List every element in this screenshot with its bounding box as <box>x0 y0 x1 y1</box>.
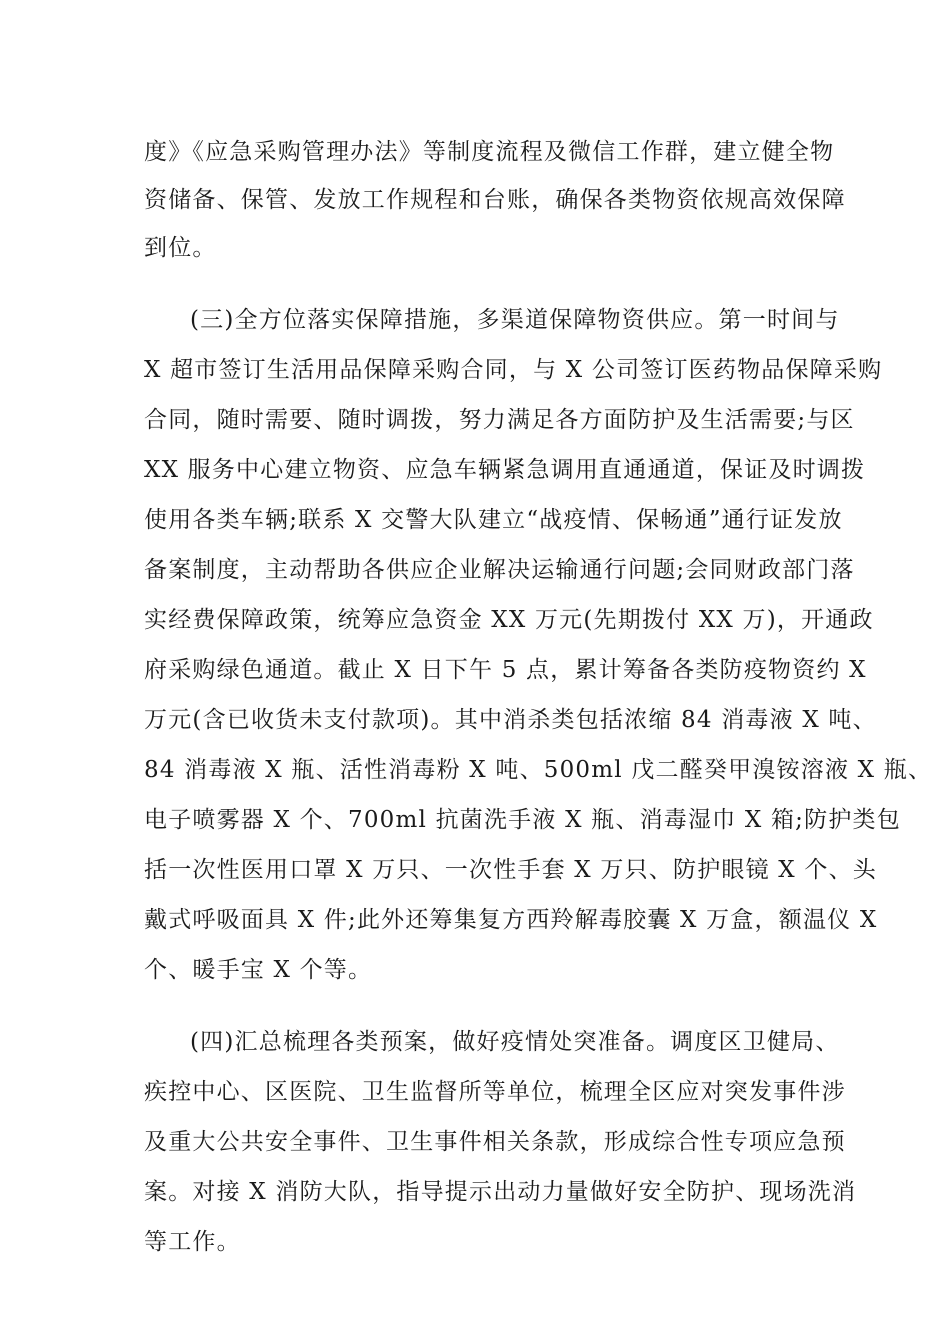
text-line: 及重大公共安全事件、卫生事件相关条款，形成综合性专项应急预 <box>144 1129 846 1155</box>
section-heading-line: (三)全方位落实保障措施，多渠道保障物资供应。第一时间与 <box>190 307 840 333</box>
text-line: 合同，随时需要、随时调拨，努力满足各方面防护及生活需要;与区 <box>144 407 855 433</box>
text-line: 个、暖手宝 X 个等。 <box>144 957 373 983</box>
text-line: X 超市签订生活用品保障采购合同，与 X 公司签订医药物品保障采购 <box>144 357 883 383</box>
text-line: 度》《应急采购管理办法》等制度流程及微信工作群，建立健全物 <box>144 139 835 165</box>
text-line: 府采购绿色通道。截止 X 日下午 5 点，累计筹备各类防疫物资约 X <box>144 657 867 683</box>
text-line: 实经费保障政策，统筹应急资金 XX 万元(先期拨付 XX 万)，开通政 <box>144 607 874 633</box>
text-line: 资储备、保管、发放工作规程和台账，确保各类物资依规高效保障 <box>144 187 846 213</box>
text-line: 戴式呼吸面具 X 件;此外还筹集复方西羚解毒胶囊 X 万盒，额温仪 X <box>144 907 878 933</box>
text-line: 到位。 <box>144 235 217 261</box>
text-line: 等工作。 <box>144 1229 241 1255</box>
text-line: 使用各类车辆;联系 X 交警大队建立“战疫情、保畅通”通行证发放 <box>144 507 843 533</box>
text-line: 万元(含已收货未支付款项)。其中消杀类包括浓缩 84 消毒液 X 吨、 <box>144 707 877 733</box>
text-line: 疾控中心、区医院、卫生监督所等单位，梳理全区应对突发事件涉 <box>144 1079 846 1105</box>
section-heading-line: (四)汇总梳理各类预案，做好疫情处突准备。调度区卫健局、 <box>190 1029 840 1055</box>
text-line: 84 消毒液 X 瓶、活性消毒粉 X 吨、500ml 戊二醛癸甲溴铵溶液 X 瓶、 <box>144 757 933 783</box>
text-line: 案。对接 X 消防大队，指导提示出动力量做好安全防护、现场洗消 <box>144 1179 857 1205</box>
text-line: XX 服务中心建立物资、应急车辆紧急调用直通通道，保证及时调拨 <box>144 457 866 483</box>
text-line: 备案制度，主动帮助各供应企业解决运输通行问题;会同财政部门落 <box>144 557 855 583</box>
text-line: 括一次性医用口罩 X 万只、一次性手套 X 万只、防护眼镜 X 个、头 <box>144 857 877 883</box>
text-line: 电子喷雾器 X 个、700ml 抗菌洗手液 X 瓶、消毒湿巾 X 箱;防护类包 <box>144 807 901 833</box>
